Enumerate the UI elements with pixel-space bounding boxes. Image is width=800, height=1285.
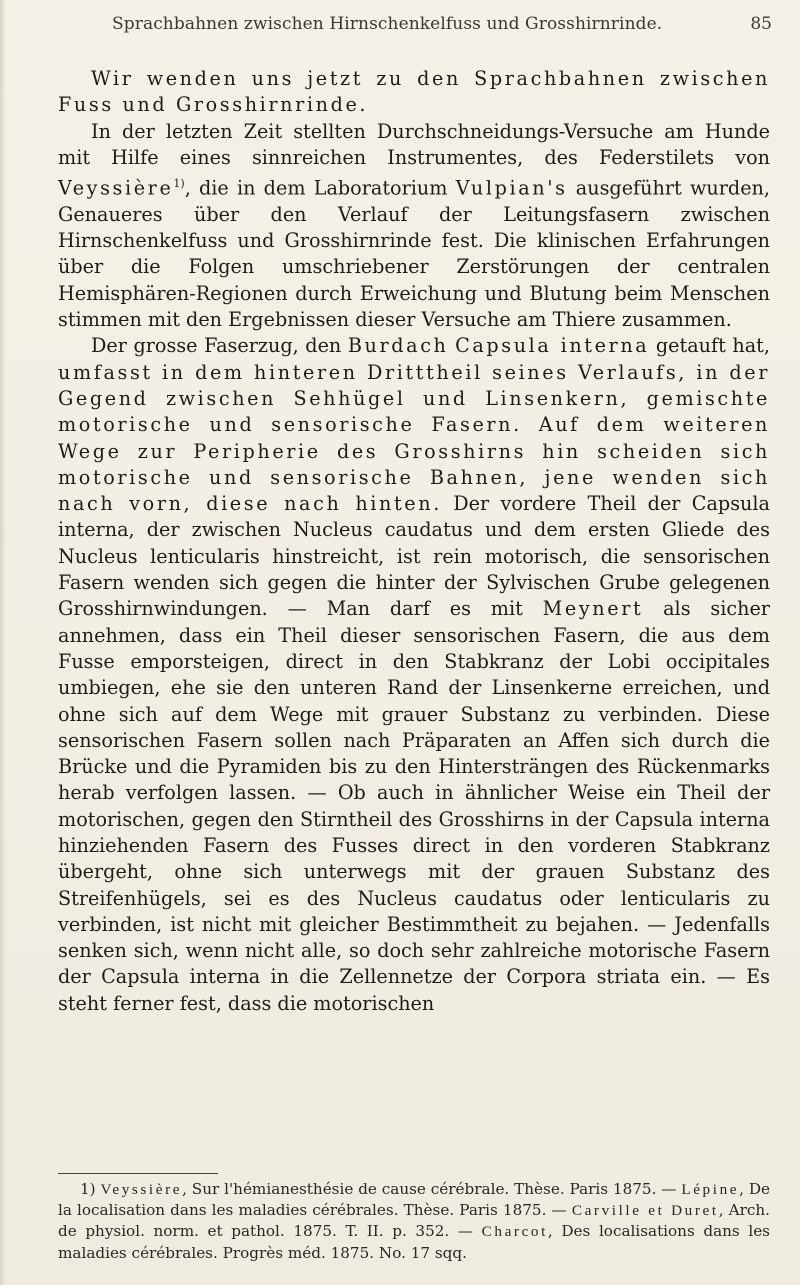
- author-name: Carville et Duret: [571, 1202, 719, 1220]
- spaced-emphasis: Wir wenden uns jetzt zu den Sprachbahnen zwischen Fuss und Grosshirnrinde.: [58, 67, 770, 117]
- footnote-1: [58, 1179, 770, 1263]
- page-number: 85: [750, 14, 772, 34]
- text-run: Der grosse Faserzug, den: [91, 334, 348, 358]
- text-run: , die in dem Laboratorium: [184, 176, 456, 200]
- text-run: 1): [80, 1180, 101, 1198]
- paragraph-2: [58, 119, 770, 334]
- author-name: Veyssière: [58, 176, 174, 200]
- footnote-ref: 1): [173, 177, 185, 191]
- paragraph-3: [58, 333, 770, 1017]
- text-run: Der vordere Theil der Capsula interna, der zwischen Nucleus caudatus und dem ersten Gliede des Nucleus lenticularis hinstreicht, ist rein motorisch, die sensorischen Fasern wenden sich gegen die hinter der Sylvischen Grube gelegenen Grosshirnwindungen. — Man darf es mit: [58, 492, 770, 621]
- text-run: , Sur l'hémianesthésie de cause cérébrale. Thèse. Paris 1875. —: [182, 1180, 682, 1198]
- text-run: , De la localisation dans les maladies cérébrales. Thèse. Paris 1875. —: [58, 1180, 770, 1220]
- text-run: In der letzten Zeit stellten Durchschneidungs-Versuche am Hunde mit Hilfe eines sinnreichen Instrumentes, des Federstilets von: [58, 119, 770, 169]
- author-name: Veyssière: [100, 1181, 183, 1198]
- footnotes: [58, 1179, 770, 1263]
- author-name: Lépine: [681, 1181, 740, 1198]
- author-name: Charcot: [481, 1223, 548, 1241]
- anatomical-term: Capsula interna: [455, 334, 650, 358]
- author-name: Burdach: [347, 334, 449, 358]
- body-text: [58, 66, 770, 1017]
- spaced-emphasis: umfasst in dem hinteren Dritttheil seines Verlaufs, in der Gegend zwischen Sehhügel und Linsenkern, gemischte motorische und sensorische Fasern. Auf dem weiteren Wege zur Peripherie des Grosshirns hin scheiden sich motorische und sensorische Bahnen, jene wenden sich nach vorn, diese nach hinten.: [58, 360, 770, 516]
- text-run: , Arch. de physiol. norm. et pathol. 1875. T. II. p. 352. —: [58, 1201, 771, 1241]
- paragraph-1: [58, 66, 770, 119]
- running-title: Sprachbahnen zwischen Hirnschenkelfuss und Grosshirnrinde.: [112, 14, 663, 34]
- footnote-rule: [58, 1173, 218, 1174]
- page-edge-shadow: [0, 0, 6, 1285]
- author-name: Meynert: [542, 597, 644, 621]
- text-run: als sicher annehmen, dass ein Theil dieser sensorischen Fasern, die aus dem Fusse emporsteigen, direct in den Stabkranz der Lobi occipitales umbiegen, ehe sie den unteren Rand der Linsenkerne erreichen, und ohne sich auf dem Wege mit grauer Substanz zu verbinden. Diese sensorischen Fasern sollen nach Präparaten an Affen sich durch die Brücke und die Pyramiden bis zu den Hintersträngen des Rückenmarks herab verfolgen lassen. — Ob auch in ähnlicher Weise ein Theil der motorischen, gegen den Stirntheil des Grosshirns in der Capsula interna hinziehenden Fasern des Fusses direct in den vorderen Stabkranz übergeht, ohne sich unterwegs mit der grauen Substanz des Streifenhügels, sei es des Nucleus caudatus oder lenticularis zu verbinden, ist nicht mit gleicher Bestimmtheit zu bejahen. — Jedenfalls senken sich, wenn nicht alle, so doch sehr zahlreiche motorische Fasern der Capsula interna in die Zellennetze der Corpora striata ein. — Es steht ferner fest, dass die motorischen: [58, 597, 770, 1015]
- text-run: , Des localisations dans les maladies cérébrales. Progrès méd. 1875. No. 17 sqq.: [58, 1222, 770, 1262]
- running-header: [112, 14, 772, 34]
- author-name: Vulpian's: [455, 176, 568, 200]
- text-run: ausgeführt wurden, Genaueres über den Verlauf der Leitungsfasern zwischen Hirnschenkelfuss und Grosshirnrinde fest. Die klinischen Erfahrungen über die Folgen umschriebener Zerstörungen der centralen Hemisphären-Regionen durch Erweichung und Blutung beim Menschen stimmen mit den Ergebnissen dieser Versuche am Thiere zusammen.: [58, 176, 770, 332]
- text-run: getauft hat,: [649, 334, 770, 358]
